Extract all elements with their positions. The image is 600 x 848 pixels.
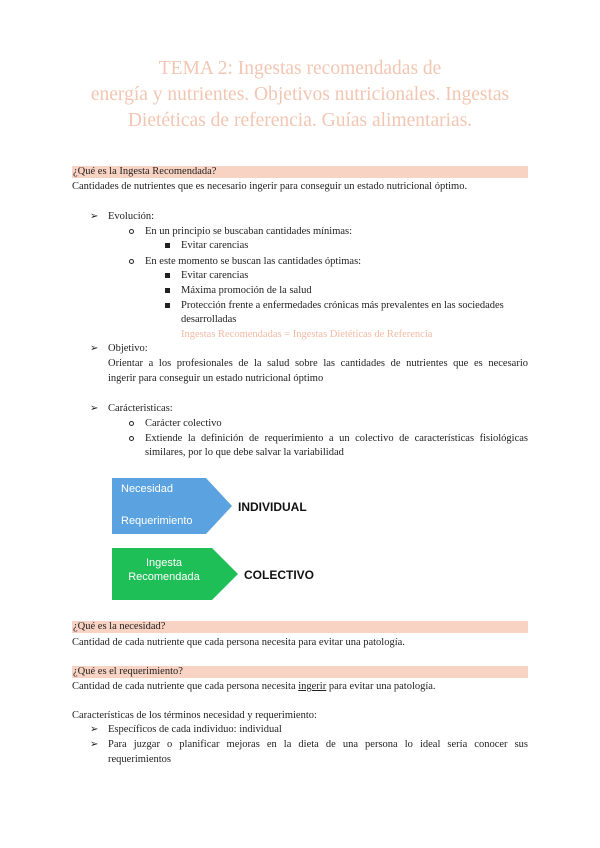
arrow-bullet-icon: ➢ xyxy=(90,403,99,414)
caracteristicas-item-2b: similares, por lo que debe salvar la variabilidad xyxy=(145,447,344,458)
evolucion-item-1: En un principio se buscaban cantidades mínimas: xyxy=(145,226,353,237)
diagram-ingesta-label: Ingesta xyxy=(145,557,183,569)
terms-intro: Características de los términos necesidad y requerimiento: xyxy=(72,710,317,721)
section-heading-ingesta-recomendada: ¿Qué es la Ingesta Recomendada? xyxy=(72,166,528,178)
square-bullet-icon xyxy=(165,273,170,278)
title-line-1: TEMA 2: Ingestas recomendadas de xyxy=(158,58,442,79)
terms-item-1: Específicos de cada individuo: individual xyxy=(108,724,282,735)
diagram-necesidad-label: Necesidad xyxy=(121,483,173,495)
evolucion-item-2: En este momento se buscan las cantidades óptimas: xyxy=(145,256,362,267)
square-bullet-icon xyxy=(165,303,170,308)
circle-bullet-icon xyxy=(129,229,134,234)
caracteristicas-label: Carácteristicas: xyxy=(108,403,173,414)
requerimiento-text-post: para evitar una patología. xyxy=(326,681,436,692)
objetivo-text-a: Orientar a los profesionales de la salud sobre las cantidades de nutrientes que es necesario xyxy=(108,358,528,369)
requerimiento-text-pre: Cantidad de cada nutriente que cada persona necesita xyxy=(72,681,299,692)
title-line-2: energía y nutrientes. Objetivos nutricionales. Ingestas xyxy=(90,84,510,105)
evolucion-item-1-sub-1: Evitar carencias xyxy=(181,240,249,251)
arrow-bullet-icon: ➢ xyxy=(90,343,99,354)
diagram-individual-label: INDIVIDUAL xyxy=(238,500,307,514)
section-heading-necesidad: ¿Qué es la necesidad? xyxy=(72,621,528,633)
square-bullet-icon xyxy=(165,243,170,248)
evolucion-item-2-sub-1: Evitar carencias xyxy=(181,270,249,281)
caracteristicas-item-1: Carácter colectivo xyxy=(145,418,222,429)
caracteristicas-item-2a: Extiende la definición de requerimiento a un colectivo de características fisiológicas xyxy=(145,433,528,444)
evolucion-item-2-sub-3a: Protección frente a enfermedades crónicas más prevalentes en las sociedades xyxy=(181,300,504,311)
objetivo-label: Objetivo: xyxy=(108,343,148,354)
objetivo-text-b: ingerir para conseguir un estado nutricional óptimo xyxy=(108,373,324,384)
necesidad-definition: Cantidad de cada nutriente que cada persona necesita para evitar una patología. xyxy=(72,637,405,648)
evolucion-item-2-sub-3b: desarrolladas xyxy=(181,314,237,325)
square-bullet-icon xyxy=(165,288,170,293)
evolucion-label: Evolución: xyxy=(108,211,155,222)
title-line-3: Dietéticas de referencia. Guías alimentarias. xyxy=(127,110,473,131)
circle-bullet-icon xyxy=(129,436,134,441)
arrow-bullet-icon: ➢ xyxy=(90,211,99,222)
evolucion-item-2-sub-2: Máxima promoción de la salud xyxy=(181,285,312,296)
diagram-colectivo-label: COLECTIVO xyxy=(244,568,315,582)
section-heading-requerimiento: ¿Qué es el requerimiento? xyxy=(72,666,528,678)
ingesta-definition: Cantidades de nutrientes que es necesario ingerir para conseguir un estado nutricional óptimo. xyxy=(72,181,468,192)
terms-item-2b: requerimientos xyxy=(108,754,171,765)
circle-bullet-icon xyxy=(129,259,134,264)
arrow-bullet-icon: ➢ xyxy=(90,739,99,750)
diagram-requerimiento-label: Requerimiento xyxy=(121,515,193,527)
diagram-recomendada-label: Recomendada xyxy=(128,571,200,583)
requerimiento-text-underlined: ingerir xyxy=(298,681,327,692)
arrow-bullet-icon: ➢ xyxy=(90,724,99,735)
page-title xyxy=(40,56,560,134)
equivalence-note: Ingestas Recomendadas = Ingestas Dietéticas de Referencia xyxy=(181,329,433,340)
terms-item-2a: Para juzgar o planificar mejoras en la dieta de una persona lo ideal sería conocer sus xyxy=(108,739,528,750)
circle-bullet-icon xyxy=(129,421,134,426)
requerimiento-definition xyxy=(72,680,436,694)
